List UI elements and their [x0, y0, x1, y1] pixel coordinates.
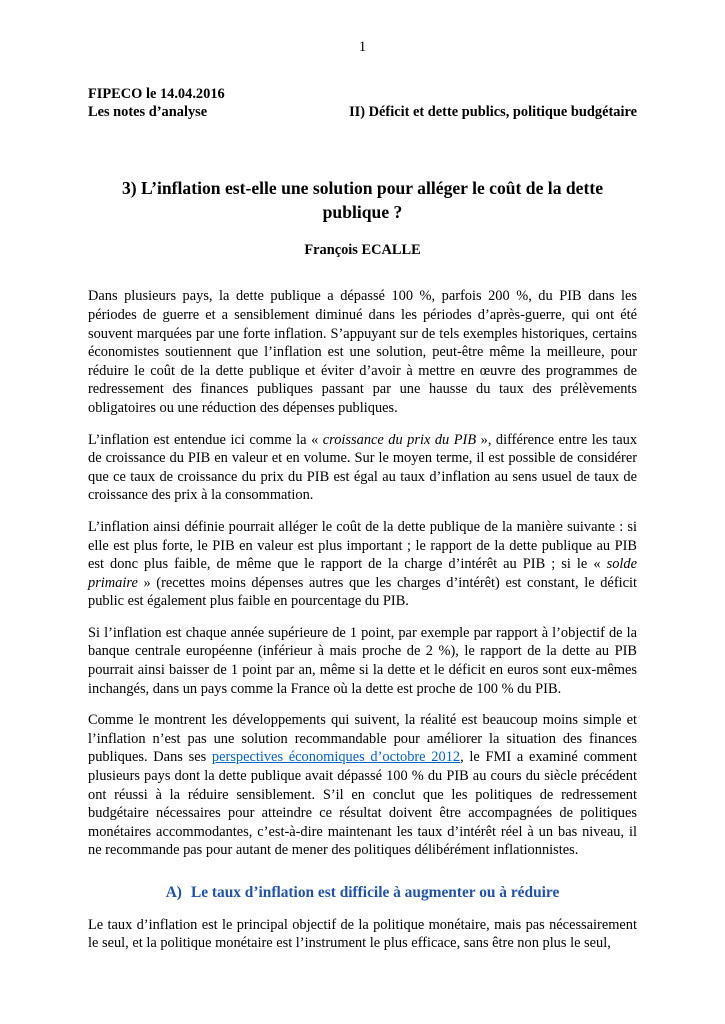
section-heading-a: [88, 884, 637, 903]
italic-term: solde primaire: [88, 556, 637, 591]
paragraph-text: Comme le montrent les développements qui suivent, la réalité est beaucoup moins simple et l’inflation n’est pas une solution recommandable pour améliorer la situation des finances publiques. Dans ses: [88, 712, 637, 766]
paragraph-text: Dans plusieurs pays, la dette publique a dépassé 100 %, parfois 200 %, du PIB dans les périodes de guerre et a sensiblement diminué dans les périodes d’après-guerre, qui ont été souvent marquées par une forte inflation. S’appuyant sur de tels exemples historiques, certains économistes soutiennent que l’inflation est une solution, peut-être même la meilleure, pour réduire le coût de la dette publique et éviter d’avoir à mettre en œuvre des programmes de redressement des finances publiques passant par une hausse du taux des prélèvements obligatoires ou une réduction des dépenses publiques.: [88, 288, 637, 416]
paragraph-definition: [88, 431, 637, 505]
paragraph-text: L’inflation est entendue ici comme la «: [88, 431, 323, 448]
paragraph-example: [88, 624, 637, 698]
header-series-label: Les notes d’analyse: [88, 104, 208, 121]
paragraph-mechanism: [88, 518, 637, 611]
paragraph-text: , le FMI a examiné comment plusieurs pays dont la dette publique avait dépassé 100 % du PIB au cours du siècle précédent ont réussi à la réduire sensiblement. S’il en conclut que les politiques de redressement budgétaire nécessaires pour atteindre ce résultat doivent être accompagnées de politiques monétaires accommodantes, c’est-à-dire maintenant les taux d’intérêt réel à un bas niveau, il ne recommande pas pour autant de mener des politiques délibérément inflationnistes.: [88, 749, 637, 859]
header-section-label: II) Déficit et dette publics, politique budgétaire: [349, 104, 637, 121]
paragraph-text: L’inflation ainsi définie pourrait alléger le coût de la dette publique de la manière suivante : si elle est plus forte, le PIB en valeur est plus important ; le rapport de la dette publique au PIB est donc plus faible, de même que le rapport de la charge d’intérêt au PIB ; si le «: [88, 518, 637, 573]
link-perspectives-economiques[interactable]: perspectives économiques d’octobre 2012: [211, 749, 461, 766]
paragraph-fmi: [88, 711, 637, 860]
author-name: François ECALLE: [304, 241, 421, 258]
header-date-line: FIPECO le 14.04.2016: [88, 85, 225, 102]
paragraph-intro: [88, 287, 637, 417]
paragraph-text: Si l’inflation est chaque année supérieure de 1 point, par exemple par rapport à l’objectif de la banque centrale européenne (inférieur à mais proche de 2 %), le rapport de la dette au PIB pourrait ainsi baisser de 1 point par an, même si la dette et le déficit en euros sont eux-mêmes inchangés, dans un pays comme la France où la dette est proche de 100 % du PIB.: [88, 624, 637, 697]
section-label: A): [165, 884, 182, 901]
document-title: 3) L’inflation est-elle une solution pour alléger le coût de la dette publique ?: [121, 177, 604, 222]
page-number: 1: [358, 39, 367, 55]
paragraph-text: », différence entre les taux de croissance du PIB en valeur et en volume. Sur le moyen terme, il est possible de considérer que ce taux de croissance du prix du PIB est égal au taux d’inflation au sens usuel de taux de croissance des prix à la consommation.: [88, 431, 638, 504]
paragraph-text: Le taux d’inflation est le principal objectif de la politique monétaire, mais pas nécessairement le seul, et la politique monétaire est l’instrument le plus efficace, sans être non plus le seul,: [88, 916, 637, 952]
section-title: Le taux d’inflation est difficile à augmenter ou à réduire: [190, 884, 560, 901]
document-header: [88, 85, 637, 122]
header-second-line: [88, 103, 637, 122]
italic-term: croissance du prix du PIB: [322, 431, 477, 448]
paragraph-text: » (recettes moins dépenses autres que les charges d’intérêt) est constant, le déficit public est également plus faible en pourcentage du PIB.: [88, 574, 637, 610]
paragraph-monetary-policy: [88, 916, 637, 953]
